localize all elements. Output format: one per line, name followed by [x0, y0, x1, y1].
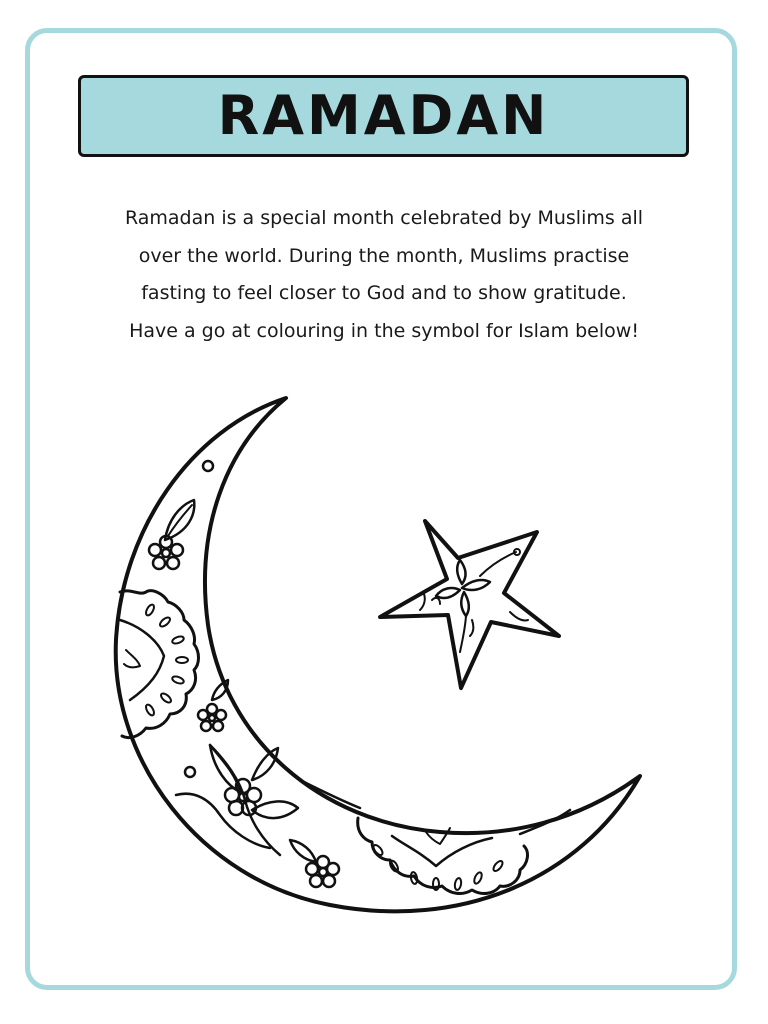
page-border: [25, 28, 737, 990]
intro-line-2: over the world. During the month, Muslims practise: [138, 244, 630, 267]
intro-line-4: Have a go at colouring in the symbol for Islam below!: [129, 319, 639, 342]
title-banner: [78, 75, 689, 157]
intro-paragraph: [60, 200, 708, 350]
intro-line-1: Ramadan is a special month celebrated by Muslims all: [124, 207, 644, 229]
page-title: RAMADAN: [217, 84, 550, 147]
intro-line-3: fasting to feel closer to God and to show gratitude.: [141, 282, 627, 304]
